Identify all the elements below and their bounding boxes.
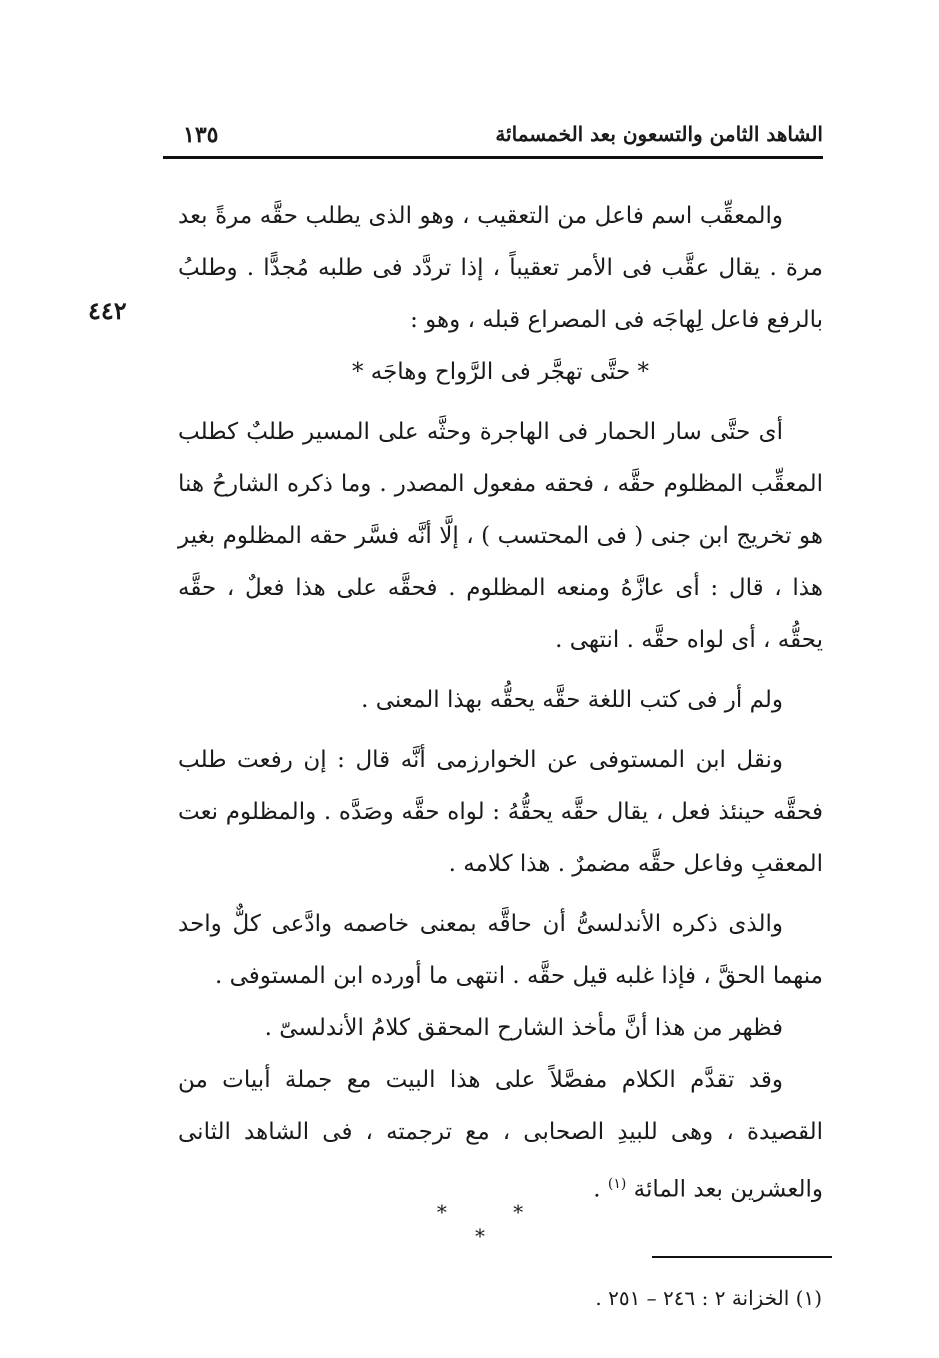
paragraph-5: والذى ذكره الأندلسىُّ أن حاقَّه بمعنى خاصمه وادَّعى كلٌّ واحد منهما الحقَّ ، فإذا غلبه قيل حقَّه . انتهى ما أورده ابن المستوفى . xyxy=(178,911,823,989)
verse-line: * حتَّى تهجَّر فى الرَّواح وهاجَه * xyxy=(351,359,650,385)
paragraph-7 xyxy=(178,1054,823,1216)
paragraph-7-end: . xyxy=(593,1176,608,1203)
paragraph-7-text: وقد تقدَّم الكلام مفصَّلاً على هذا البيت مع جملة أبيات من القصيدة ، وهى للبيدِ الصحابى ، مع ترجمته ، فى الشاهد الثانى والعشرين بعد المائة xyxy=(178,1067,823,1203)
page-number: ١٣٥ xyxy=(183,122,219,148)
margin-reference-number: ٤٤٢ xyxy=(88,296,127,325)
footnote-rule xyxy=(652,1256,832,1258)
paragraph-2: أى حتَّى سار الحمار فى الهاجرة وحثَّه على المسير طلبٌ كطلب المعقِّب المظلوم حقَّه ، فحقه مفعول المصدر . وما ذكره الشارحُ هنا هو تخريج ابن جنى ( فى المحتسب ) ، إلَّا أنَّه فسَّر حقه المظلوم بغير هذا ، قال : أى عازَّهُ ومنعه المظلوم . فحقَّه على هذا فعلٌ ، حقَّه يحقُّه ، أى لواه حقَّه . انتهى . xyxy=(178,419,823,653)
running-title: الشاهد الثامن والتسعون بعد الخمسمائة xyxy=(495,122,823,146)
paragraph-3: ولم أر فى كتب اللغة حقَّه يحقُّه بهذا المعنى . xyxy=(361,687,783,713)
footnote: (١) الخزانة ٢ : ٢٤٦ – ٢٥١ . xyxy=(595,1286,822,1310)
paragraph-6: فظهر من هذا أنَّ مأخذ الشارح المحقق كلامُ الأندلسىّ . xyxy=(264,1015,783,1041)
paragraph-4: ونقل ابن المستوفى عن الخوارزمى أنَّه قال : إن رفعت طلب فحقَّه حينئذ فعل ، يقال حقَّه يحقُّهُ : لواه حقَّه وصَدَّه . والمظلوم نعت المعقبِ وفاعل حقَّه مضمرٌ . هذا كلامه . xyxy=(178,747,823,877)
body-text xyxy=(178,190,823,1216)
footnote-marker: (١) xyxy=(607,1176,627,1192)
paragraph-1: والمعقِّب اسم فاعل من التعقيب ، وهو الذى يطلب حقَّه مرةً بعد مرة . يقال عقَّب فى الأمر تعقيباً ، إذا تردَّد فى طلبه مُجدًّا . وطلبُ بالرفع فاعل لِهاجَه فى المصراع قبله ، وهو : xyxy=(178,203,823,333)
section-separator: * * * xyxy=(436,1200,554,1248)
header-rule xyxy=(163,156,823,159)
page-header xyxy=(163,118,823,158)
